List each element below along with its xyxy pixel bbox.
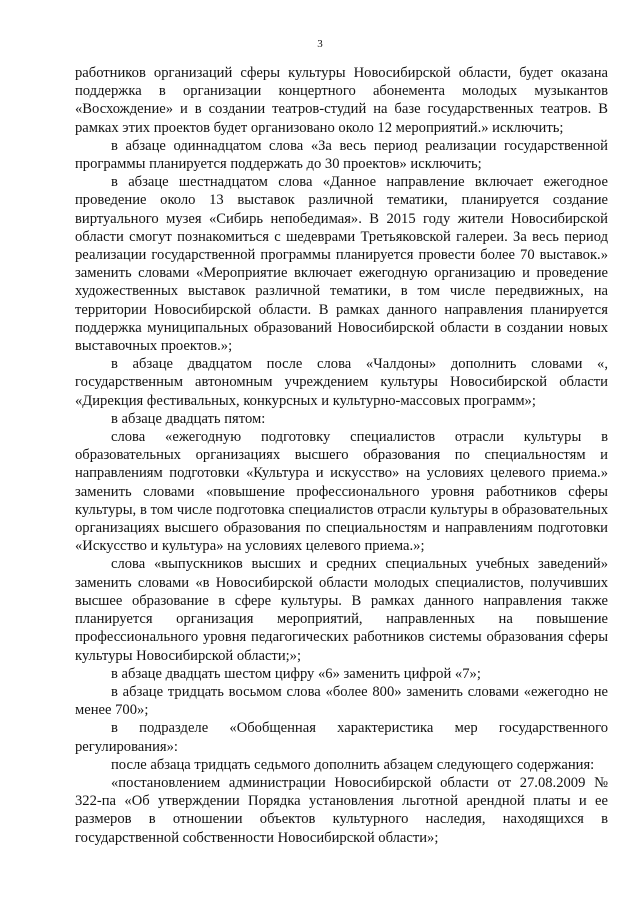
paragraph: в абзаце двадцать шестом цифру «6» заменить цифрой «7»; bbox=[111, 665, 481, 682]
paragraph: в абзаце тридцать восьмом слова «более 800» заменить словами «ежегодно не менее 700»; bbox=[75, 683, 608, 719]
paragraph: в подразделе «Обобщенная характеристика мер государственного регулирования»: bbox=[75, 720, 608, 755]
paragraph-continuation: работников организаций сферы культуры Новосибирской области, будет оказана поддержка в организации концертного абонемента молодых музыкантов «Восхождение» и в создании театров-студий на базе государственных театров. В рамках этих проектов будет организовано около 12 мероприятий.» исключить; bbox=[75, 65, 608, 136]
paragraph: «постановлением администрации Новосибирской области от 27.08.2009 № 322-па «Об утверждении Порядка установления льготной арендной платы и ее размеров в отношении объектов культурного наследия, находящихся в государственной собственности Новосибирской области»; bbox=[75, 774, 608, 846]
paragraph: в абзаце двадцать пятом: bbox=[111, 410, 266, 427]
paragraph: слова «ежегодную подготовку специалистов отрасли культуры в образовательных организациях высшего образования по специальностям и направлениям подготовки «Культура и искусство» на условиях целевого приема.» заменить словами «повышение профессионального уровня работников сферы культуры, в том числе подготовка специалистов отрасли культуры в образовательных организациях высшего образования по специальностям и направлениям подготовки «Искусство и культура» на условиях целевого приема.»; bbox=[75, 429, 608, 555]
paragraph: слова «выпускников высших и средних специальных учебных заведений» заменить словами «в Новосибирской области молодых специалистов, получивших высшее образование в сфере культуры. В рамках данного направления также планируется организация мероприятий, направленных на повышение профессионального уровня педагогических работников системы образования сферы культуры Новосибирской области;»; bbox=[75, 556, 608, 664]
paragraph: в абзаце двадцатом после слова «Чалдоны» дополнить словами «, государственным автономным учреждением культуры Новосибирской области «Дирекция фестивальных, конкурсных и культурно-массовых программ»; bbox=[75, 356, 608, 409]
page-number: 3 bbox=[317, 38, 323, 50]
paragraph: после абзаца тридцать седьмого дополнить абзацем следующего содержания: bbox=[111, 756, 595, 773]
paragraph: в абзаце одиннадцатом слова «За весь период реализации государственной программы планируется поддержать до 30 проектов» исключить; bbox=[75, 137, 608, 173]
paragraph: в абзаце шестнадцатом слова «Данное направление включает ежегодное проведение около 13 выставок различной тематики, планируется создание виртуального музея «Сибирь непобедимая». В 2015 году жители Новосибирской области смогут познакомиться с шедеврами Третьяковской галереи. За весь период реализации государственной программы планируется провести более 70 выставок.» заменить словами «Мероприятие включает ежегодную организацию и проведение художественных выставок различной тематики, в том числе передвижных, на территории Новосибирской области. В рамках данного направления планируется поддержка муниципальных образований Новосибирской области в создании новых выставочных проектов.»; bbox=[75, 174, 608, 355]
document-body bbox=[75, 64, 608, 847]
